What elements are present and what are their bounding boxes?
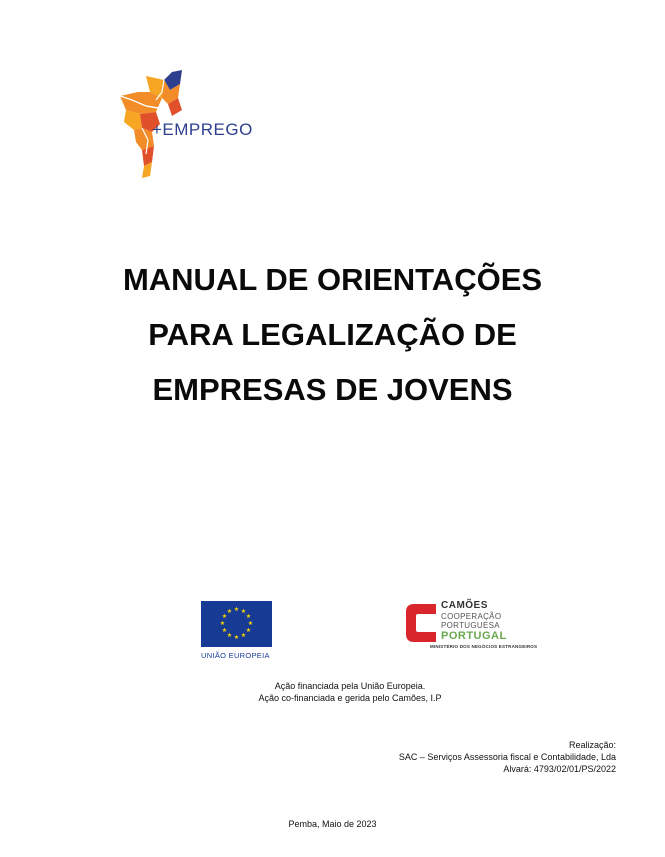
eu-flag-icon xyxy=(201,601,272,647)
svg-text:★: ★ xyxy=(233,606,240,613)
svg-text:★: ★ xyxy=(226,632,233,639)
document-title xyxy=(60,252,605,417)
financing-line-2: Ação co-financiada e gerida pelo Camões, I.P xyxy=(258,693,442,703)
eu-label: UNIÃO EUROPEIA xyxy=(201,651,270,660)
realizacao-block xyxy=(399,739,616,775)
camoes-line-4: PORTUGAL xyxy=(441,630,507,642)
svg-text:★: ★ xyxy=(240,608,247,615)
camoes-line-5: MINISTÉRIO DOS NEGÓCIOS ESTRANGEIROS xyxy=(430,644,538,649)
realizacao-company: SAC – Serviços Assessoria fiscal e Contabilidade, Lda xyxy=(398,752,616,762)
svg-text:★: ★ xyxy=(245,627,252,634)
camoes-line-2: COOPERAÇÃO xyxy=(441,612,502,621)
svg-text:★: ★ xyxy=(221,627,228,634)
svg-text:★: ★ xyxy=(221,613,228,620)
financing-line-1: Ação financiada pela União Europeia. xyxy=(274,681,426,691)
camoes-c-icon xyxy=(404,602,444,644)
svg-text:★: ★ xyxy=(240,632,247,639)
camoes-name: CAMÕES xyxy=(441,600,488,611)
realizacao-alvara: Alvará: 4793/02/01/PS/2022 xyxy=(503,764,616,774)
svg-text:★: ★ xyxy=(245,613,252,620)
title-line-1: MANUAL DE ORIENTAÇÕES xyxy=(122,262,543,297)
financing-note xyxy=(200,680,500,704)
logo-wordmark: +EMPREGO xyxy=(152,120,253,139)
title-line-2: PARA LEGALIZAÇÃO DE xyxy=(148,317,517,352)
place-date: Pemba, Maio de 2023 xyxy=(288,819,377,829)
realizacao-label: Realização: xyxy=(568,740,616,750)
svg-text:★: ★ xyxy=(233,634,240,641)
svg-text:+: + xyxy=(115,101,120,110)
title-line-3: EMPRESAS DE JOVENS xyxy=(152,372,513,407)
svg-text:★: ★ xyxy=(219,620,226,627)
svg-text:★: ★ xyxy=(247,620,254,627)
svg-text:★: ★ xyxy=(226,608,233,615)
camoes-line-3: PORTUGUESA xyxy=(441,621,500,630)
